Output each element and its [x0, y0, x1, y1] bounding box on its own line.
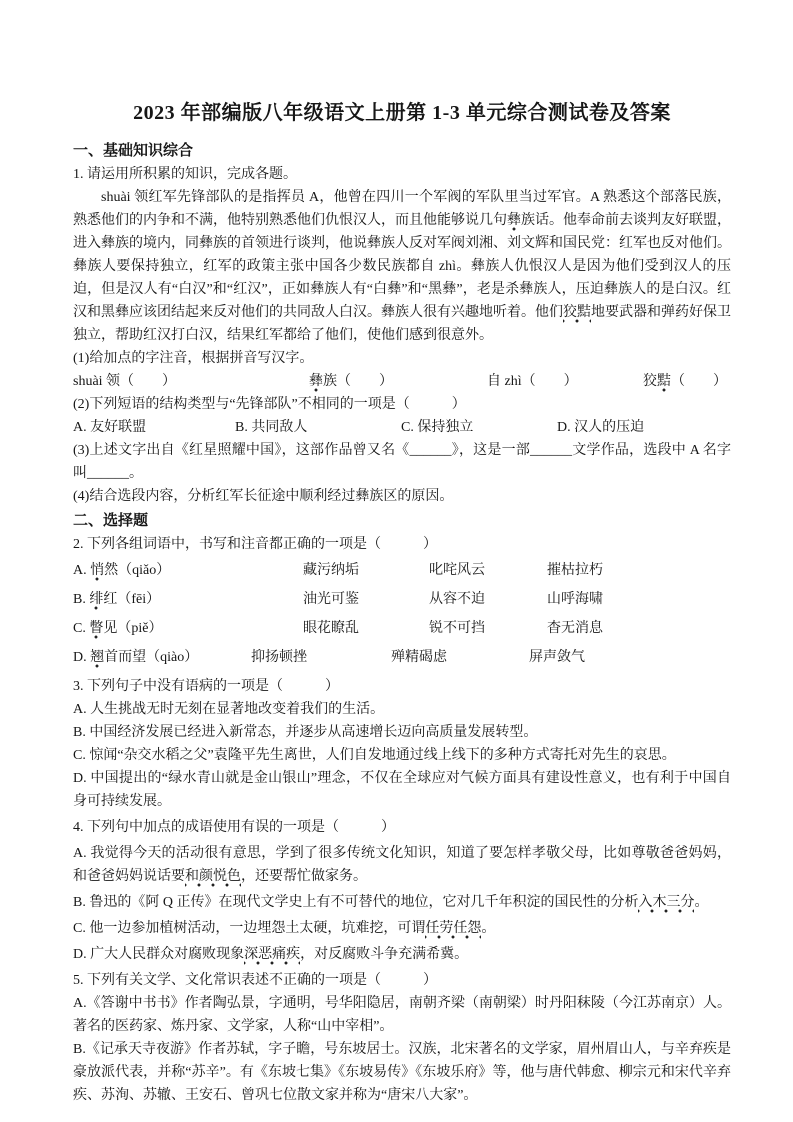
- q2-stem: 2. 下列各组词语中，书写和注音都正确的一项是（ ）: [73, 537, 437, 552]
- pinyin-item-xia: 狡黠（ ）: [643, 370, 731, 393]
- word-item: 藏污纳垢: [303, 563, 359, 578]
- word-item: 殚精碣虑: [391, 650, 447, 665]
- word-item: 油光可鉴: [303, 592, 359, 607]
- word-item: 眼花瞭乱: [303, 621, 359, 636]
- q1-passage: shuài 领红军先锋部队的是指挥员 A，他曾在四川一个军阀的军队里当过军官。A 熟悉这个部落民族，熟悉他们的内争和不满，他特别熟悉他们仇恨汉人，而且他能够说几句彝族话。他奉命前去谈判友好联盟，进入彝族的境内，同彝族的首领进行谈判，他说彝族人反对军阀刘湘、刘文辉和国民党：红军也反对他们。彝族人要保持独立，红军的政策主张中国各少数民族都自 zhì。彝族人仇恨汉人是因为他们受到汉人的压迫，但是汉人有“白汉”和“红汉”，正如彝族人有“白彝”和“黑彝”，老是杀彝族人，压迫彝族人的是白汉。红汉和黑彝应该团结起来反对他们的共同敌人白汉。彝族人很有兴趣地听着。他们狡黠地要武器和弹药好保卫独立，帮助红汉打白汉，结果红军都给了他们，使他们感到很意外。: [73, 190, 731, 343]
- q5-option-b: B.《记承天寺夜游》作者苏轼，字子瞻，号东坡居士。汉族，北宋著名的文学家，眉州眉山人，与辛弃疾是豪放派代表，并称“苏辛”。有《东坡七集》《东坡易传》《东坡乐府》等，他与唐代韩愈、柳宗元和宋代辛弃疾、苏洵、苏辙、王安石、曾巩七位散文家并称为“唐宋八大家”。: [73, 1042, 731, 1103]
- q1-sub1-stem: (1)给加点的字注音，根据拼音写汉字。: [73, 351, 314, 366]
- q4-option-d: D. 广大人民群众对腐败现象深恶痛疾，对反腐败斗争充满希冀。: [73, 943, 731, 966]
- word-item: 杳无消息: [547, 621, 603, 636]
- option-b: B. 共同敌人: [235, 420, 308, 435]
- word-item: 锐不可挡: [429, 621, 485, 636]
- word-item: 抑扬顿挫: [251, 650, 307, 665]
- word-item: 山呼海啸: [547, 592, 603, 607]
- option-a: A. 悄然（qiǎo）: [73, 556, 303, 585]
- word-item: 屏声敛气: [529, 650, 585, 665]
- word-item: 叱咤风云: [429, 563, 485, 578]
- q1-pinyin-row: [73, 370, 731, 393]
- q5-option-a: A.《答谢中书书》作者陶弘景，字通明，号华阳隐居，南朝齐梁（南朝梁）时丹阳秣陵（今江苏南京）人。著名的医药家、炼丹家、文学家，人称“山中宰相”。: [73, 996, 731, 1034]
- q2-row-d: [73, 643, 731, 672]
- document-title: 2023 年部编版八年级语文上册第 1-3 单元综合测试卷及答案: [133, 102, 671, 124]
- option-b: B. 绯红（fēi）: [73, 585, 303, 614]
- section-heading-basics: 一、基础知识综合: [73, 143, 194, 159]
- q2-row-a: [73, 556, 731, 585]
- q2-option-rows: [73, 556, 731, 672]
- option-c: C. 瞥见（piě）: [73, 614, 303, 643]
- q1-sub4-stem: (4)结合选段内容，分析红军长征途中顺利经过彝族区的原因。: [73, 489, 454, 504]
- section-heading-choice: 二、选择题: [73, 513, 149, 529]
- q5-stem: 5. 下列有关文学、文化常识表述不正确的一项是（ ）: [73, 973, 437, 988]
- q3-option-d: D. 中国提出的“绿水青山就是金山银山”理念，不仅在全球应对气候方面具有建设性意义，也有利于中国自身可持续发展。: [73, 771, 731, 809]
- q1-stem: 1. 请运用所积累的知识，完成各题。: [73, 167, 297, 182]
- pinyin-item-yi: 彝族（ ）: [309, 370, 487, 393]
- q3-option-c: C. 惊闻“杂交水稻之父”袁隆平先生离世，人们自发地通过线上线下的多种方式寄托对先生的哀思。: [73, 748, 676, 763]
- q1-sub2-options: [73, 416, 731, 439]
- pinyin-item-shuai: shuài 领（ ）: [73, 374, 177, 389]
- q2-row-b: [73, 585, 731, 614]
- word-item: 从容不迫: [429, 592, 485, 607]
- option-a: A. 友好联盟: [73, 420, 147, 435]
- q1-sub2-stem: (2)下列短语的结构类型与“先锋部队”不相同的一项是（ ）: [73, 397, 466, 412]
- q3-option-b: B. 中国经济发展已经进入新常态，并逐步从高速增长迈向高质量发展转型。: [73, 725, 538, 740]
- q3-option-a: A. 人生挑战无时无刻在显著地改变着我们的生活。: [73, 702, 385, 717]
- q3-stem: 3. 下列句子中没有语病的一项是（ ）: [73, 679, 339, 694]
- pinyin-item-zhi: 自 zhì（ ）: [487, 374, 578, 389]
- q2-row-c: [73, 614, 731, 643]
- word-item: 摧枯拉朽: [547, 563, 603, 578]
- q4-option-a: A. 我觉得今天的活动很有意思，学到了很多传统文化知识，知道了要怎样孝敬父母，比如尊敬爸爸妈妈，和爸爸妈妈说话要和颜悦色，还要帮忙做家务。: [73, 842, 731, 888]
- q4-option-b: B. 鲁迅的《阿 Q 正传》在现代文学史上有不可替代的地位，它对几千年积淀的国民性的分析入木三分。: [73, 891, 731, 914]
- option-c: C. 保持独立: [401, 420, 474, 435]
- q1-sub3-stem: (3)上述文字出自《红星照耀中国》，这部作品曾又名《______》，这是一部______文学作品，选段中 A 名字叫______。: [73, 443, 731, 481]
- option-d: D. 翘首而望（qiào）: [73, 643, 251, 672]
- q4-option-c: C. 他一边参加植树活动，一边埋怨土太硬，坑难挖，可谓任劳任怨。: [73, 917, 731, 940]
- option-d: D. 汉人的压迫: [557, 420, 645, 435]
- q4-stem: 4. 下列句中加点的成语使用有误的一项是（ ）: [73, 820, 395, 835]
